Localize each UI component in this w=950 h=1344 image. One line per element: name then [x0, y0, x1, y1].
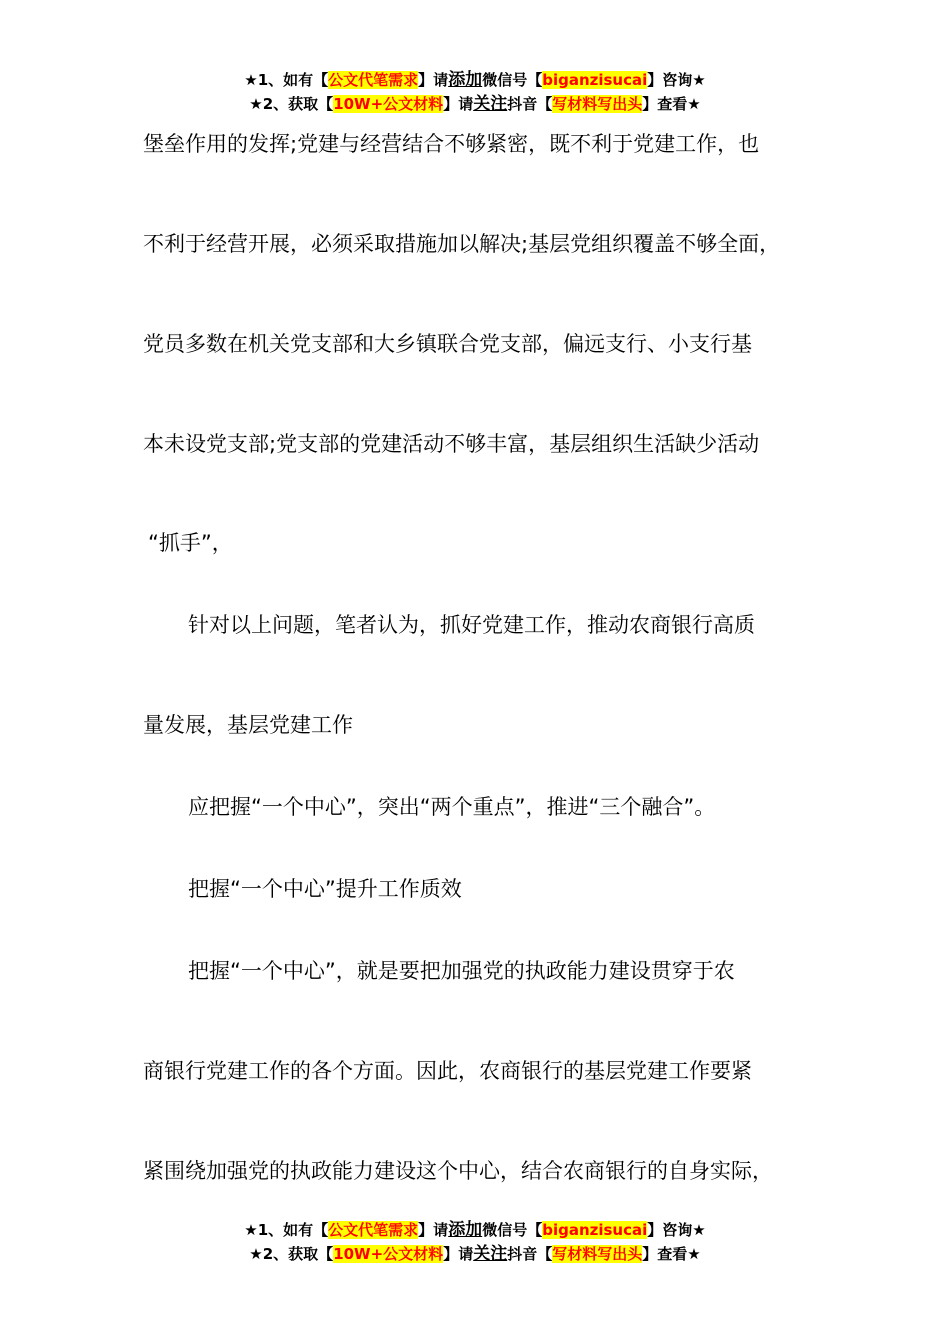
promo-text: 抖音【: [507, 1245, 553, 1263]
promo-text: 】查看: [642, 1245, 688, 1263]
body-line: 量发展，基层党建工作: [143, 713, 353, 737]
star-icon: ★: [244, 1221, 258, 1239]
body-line: 本未设党支部;党支部的党建活动不够丰富，基层组织生活缺少活动: [143, 432, 760, 456]
star-icon: ★: [692, 71, 706, 89]
promo-text: 抖音【: [507, 95, 553, 113]
body-line: 针对以上问题，笔者认为，抓好党建工作，推动农商银行高质: [188, 613, 755, 637]
promo-underline: 添加: [448, 70, 483, 90]
body-line: 堡垒作用的发挥;党建与经营结合不够紧密，既不利于党建工作，也: [143, 132, 760, 156]
promo-text: 2、获取【: [262, 95, 334, 113]
promo-highlight: 10W+公文材料: [333, 1245, 444, 1263]
header-promo-line-2: [0, 92, 950, 116]
section-heading: 把握“一个中心”提升工作质效: [188, 877, 462, 901]
promo-highlight: 公文代笔需求: [328, 1221, 419, 1239]
promo-text: 】请: [443, 1245, 474, 1263]
promo-text: 】请: [418, 1221, 449, 1239]
promo-text: 微信号【: [482, 71, 543, 89]
promo-text: 1、如有【: [257, 1221, 329, 1239]
promo-highlight: 公文代笔需求: [328, 71, 419, 89]
douyin-account-highlight: 写材料写出头: [552, 1245, 643, 1263]
wechat-id-highlight: biganzisucai: [542, 71, 648, 89]
body-line: 紧围绕加强党的执政能力建设这个中心，结合农商银行的自身实际，: [143, 1159, 773, 1183]
star-icon: ★: [244, 71, 258, 89]
star-icon: ★: [249, 1245, 263, 1263]
promo-text: 2、获取【: [262, 1245, 334, 1263]
promo-text: 】咨询: [647, 1221, 693, 1239]
star-icon: ★: [692, 1221, 706, 1239]
douyin-account-highlight: 写材料写出头: [552, 95, 643, 113]
header-promo-line-1: [0, 68, 950, 92]
body-line: 党员多数在机关党支部和大乡镇联合党支部，偏远支行、小支行基: [143, 332, 752, 356]
body-line: 商银行党建工作的各个方面。因此，农商银行的基层党建工作要紧: [143, 1059, 752, 1083]
body-line: 不利于经营开展，必须采取措施加以解决;基层党组织覆盖不够全面，: [143, 232, 781, 256]
promo-underline: 关注: [473, 1244, 508, 1264]
promo-text: 】咨询: [647, 71, 693, 89]
promo-underline: 关注: [473, 94, 508, 114]
body-line: “抓手”，: [148, 531, 233, 555]
promo-text: 微信号【: [482, 1221, 543, 1239]
body-line: 把握“一个中心”，就是要把加强党的执政能力建设贯穿于农: [188, 959, 735, 983]
promo-text: 】请: [443, 95, 474, 113]
wechat-id-highlight: biganzisucai: [542, 1221, 648, 1239]
star-icon: ★: [687, 1245, 701, 1263]
star-icon: ★: [687, 95, 701, 113]
promo-text: 】请: [418, 71, 449, 89]
promo-text: 1、如有【: [257, 71, 329, 89]
promo-underline: 添加: [448, 1220, 483, 1240]
footer-promo-line-1: [0, 1218, 950, 1242]
body-line: 应把握“一个中心”，突出“两个重点”，推进“三个融合”。: [188, 795, 716, 819]
promo-highlight: 10W+公文材料: [333, 95, 444, 113]
star-icon: ★: [249, 95, 263, 113]
footer-promo-line-2: [0, 1242, 950, 1266]
promo-text: 】查看: [642, 95, 688, 113]
